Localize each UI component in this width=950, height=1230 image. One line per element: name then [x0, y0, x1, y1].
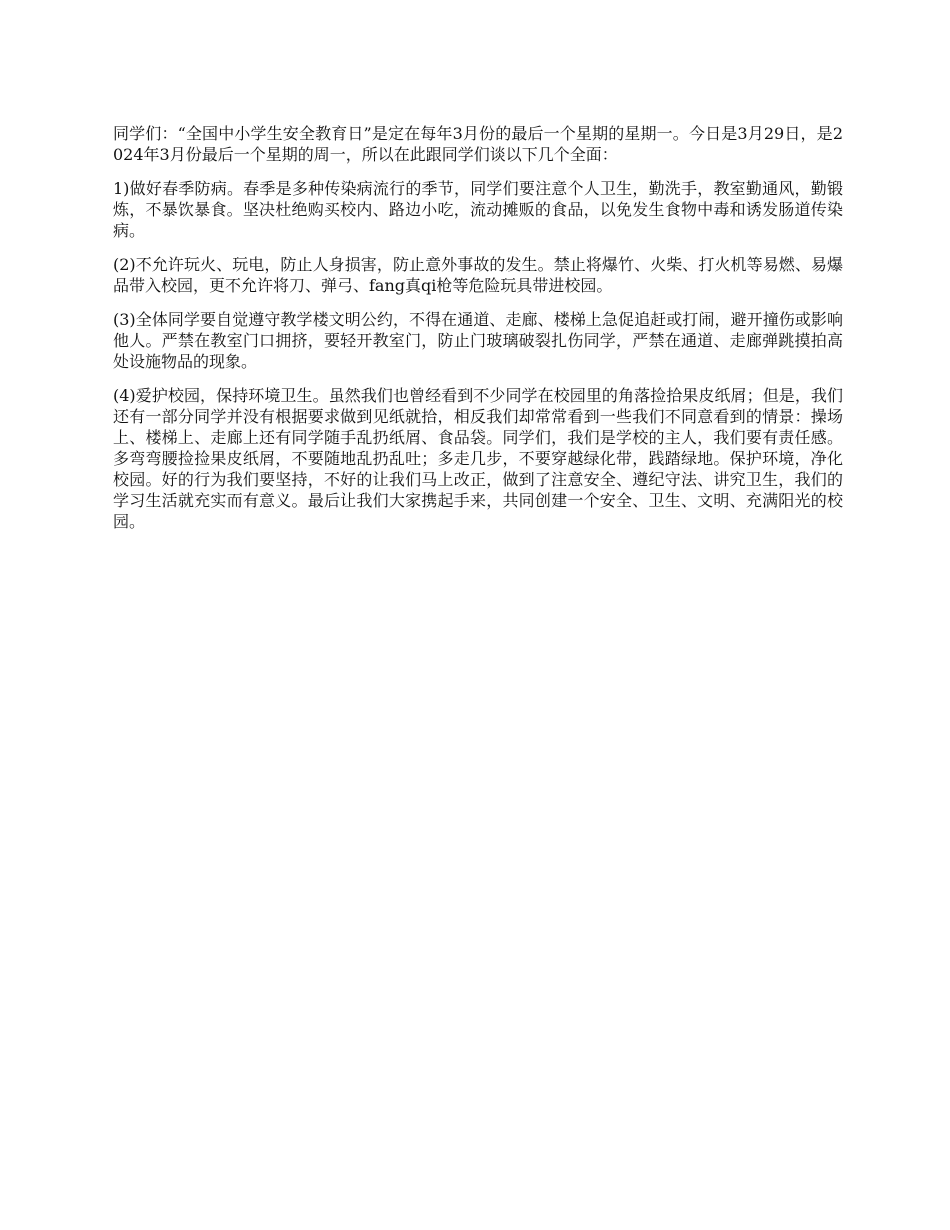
paragraph-fire-electricity-safety: (2)不允许玩火、玩电，防止人身损害，防止意外事故的发生。禁止将爆竹、火柴、打火机等易燃、易爆品带入校园，更不允许将刀、弹弓、fang真qi枪等危险玩具带进校园。	[113, 255, 843, 295]
paragraph-campus-hygiene: (4)爱护校园，保持环境卫生。虽然我们也曾经看到不少同学在校园里的角落捡拾果皮纸屑；但是，我们还有一部分同学并没有根据要求做到见纸就拾，相反我们却常常看到一些我们不同意看到的情景：操场上、楼梯上、走廊上还有同学随手乱扔纸屑、食品袋。同学们，我们是学校的主人，我们要有责任感。多弯弯腰捡捡果皮纸屑，不要随地乱扔乱吐；多走几步，不要穿越绿化带，践踏绿地。保护环境，净化校园。好的行为我们要坚持，不好的让我们马上改正，做到了注意安全、遵纪守法、讲究卫生，我们的学习生活就充实而有意义。最后让我们大家携起手来，共同创建一个安全、卫生、文明、充满阳光的校园。	[113, 386, 843, 531]
document-page	[113, 123, 843, 545]
paragraph-building-conduct: (3)全体同学要自觉遵守教学楼文明公约，不得在通道、走廊、楼梯上急促追赶或打闹，避开撞伤或影响他人。严禁在教室门口拥挤，要轻开教室门，防止门玻璃破裂扎伤同学，严禁在通道、走廊弹跳摸拍高处设施物品的现象。	[113, 310, 843, 371]
paragraph-spring-disease-prevention: 1)做好春季防病。春季是多种传染病流行的季节，同学们要注意个人卫生，勤洗手，教室勤通风，勤锻炼，不暴饮暴食。坚决杜绝购买校内、路边小吃，流动摊贩的食品，以免发生食物中毒和诱发肠道传染病。	[113, 179, 843, 240]
intro-paragraph: 同学们：“全国中小学生安全教育日”是定在每年3月份的最后一个星期的星期一。今日是3月29日，是2024年3月份最后一个星期的周一，所以在此跟同学们谈以下几个全面：	[113, 124, 843, 164]
